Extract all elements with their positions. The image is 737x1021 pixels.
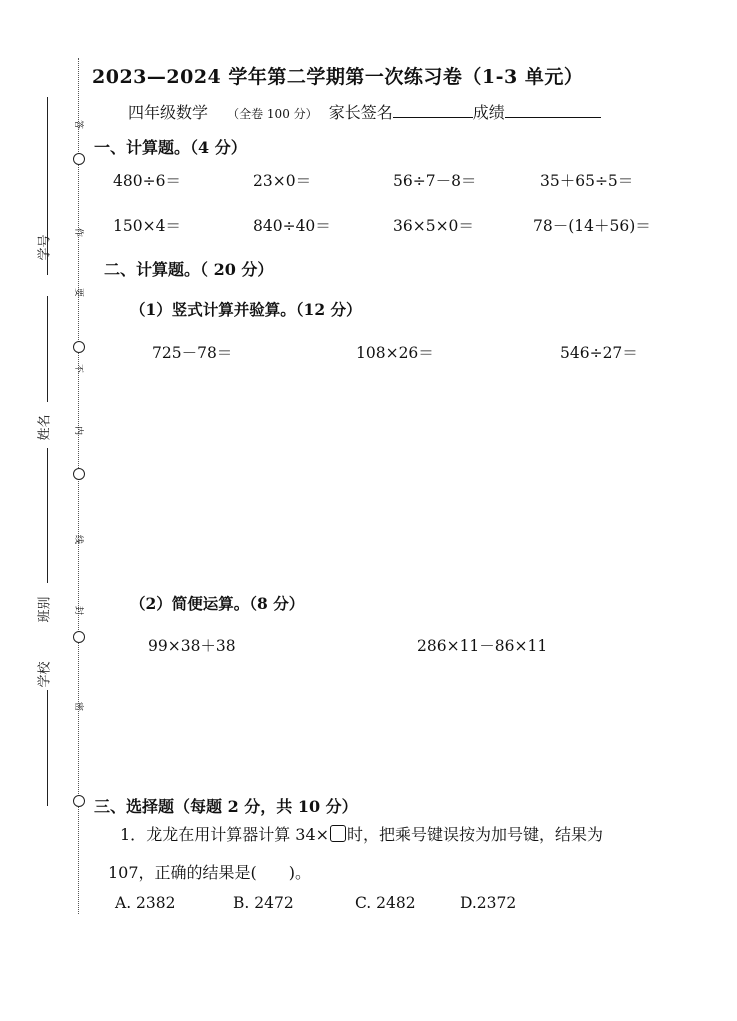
binding-line-4 bbox=[47, 690, 48, 806]
section2-part2-heading: （2）简便运算。（8 分） bbox=[130, 594, 305, 613]
student-number-label: 学号 bbox=[37, 234, 53, 261]
binding-hole bbox=[73, 468, 85, 480]
s1-expr: 23×0＝ bbox=[253, 172, 312, 190]
s1-expr: 78－(14＋56)＝ bbox=[533, 217, 651, 235]
question-text: 时，把乘号键误按为加号键，结果为 bbox=[347, 825, 604, 844]
option-d[interactable]: D.2372 bbox=[460, 894, 517, 912]
seal-char: 密 bbox=[73, 701, 84, 712]
seal-char: 作 bbox=[73, 227, 84, 238]
question-1-line2: 107，正确的结果是( )。 bbox=[108, 863, 312, 882]
binding-hole bbox=[73, 341, 85, 353]
binding-dotted-line bbox=[78, 58, 79, 914]
total-score-note: （全卷 100 分） bbox=[227, 107, 318, 121]
question-1 bbox=[120, 822, 603, 845]
question-number: 1． bbox=[120, 825, 147, 844]
blank-box bbox=[330, 825, 346, 842]
option-b[interactable]: B. 2472 bbox=[233, 894, 294, 912]
simplify-expr: 99×38＋38 bbox=[148, 637, 236, 655]
vertical-calc-expr: 725－78＝ bbox=[152, 344, 233, 362]
s1-expr: 840÷40＝ bbox=[253, 217, 331, 235]
parent-sign-label: 家长签名 bbox=[328, 103, 393, 122]
binding-hole bbox=[73, 153, 85, 165]
simplify-expr: 286×11－86×11 bbox=[417, 637, 548, 655]
option-c[interactable]: C. 2482 bbox=[355, 894, 416, 912]
vertical-calc-expr: 546÷27＝ bbox=[560, 344, 638, 362]
name-label: 姓名 bbox=[37, 414, 53, 441]
s1-expr: 150×4＝ bbox=[113, 217, 181, 235]
section2-heading: 二、计算题。（ 20 分） bbox=[104, 260, 274, 279]
section1-heading: 一、计算题。（4 分） bbox=[94, 138, 247, 157]
school-label: 学校 bbox=[37, 661, 53, 688]
binding-line-3 bbox=[47, 448, 48, 583]
score-label: 成绩 bbox=[472, 103, 505, 122]
subtitle-row bbox=[128, 100, 601, 123]
seal-char: 内 bbox=[73, 425, 84, 436]
seal-char: 封 bbox=[73, 605, 84, 616]
section2-part1-heading: （1）竖式计算并验算。（12 分） bbox=[130, 300, 362, 319]
seal-char: 答 bbox=[73, 119, 84, 130]
seal-char: 线 bbox=[73, 534, 84, 545]
section3-heading: 三、选择题（每题 2 分，共 10 分） bbox=[94, 797, 358, 816]
parent-sign-field[interactable] bbox=[393, 103, 473, 118]
binding-hole bbox=[73, 795, 85, 807]
question-text: 龙龙在用计算器计算 34× bbox=[146, 825, 330, 844]
class-label: 班别 bbox=[37, 596, 53, 623]
s1-expr: 480÷6＝ bbox=[113, 172, 181, 190]
page-title: 2023—2024 学年第二学期第一次练习卷（1-3 单元） bbox=[92, 66, 584, 88]
s1-expr: 36×5×0＝ bbox=[393, 217, 474, 235]
s1-expr: 56÷7－8＝ bbox=[393, 172, 477, 190]
option-a[interactable]: A. 2382 bbox=[115, 894, 176, 912]
seal-char: 要 bbox=[73, 287, 84, 298]
vertical-calc-expr: 108×26＝ bbox=[356, 344, 434, 362]
score-field[interactable] bbox=[505, 103, 601, 118]
s1-expr: 35＋65÷5＝ bbox=[540, 172, 634, 190]
binding-hole bbox=[73, 631, 85, 643]
binding-line-2 bbox=[47, 296, 48, 402]
seal-char: 不 bbox=[73, 363, 84, 374]
subject-label: 四年级数学 bbox=[128, 103, 209, 122]
